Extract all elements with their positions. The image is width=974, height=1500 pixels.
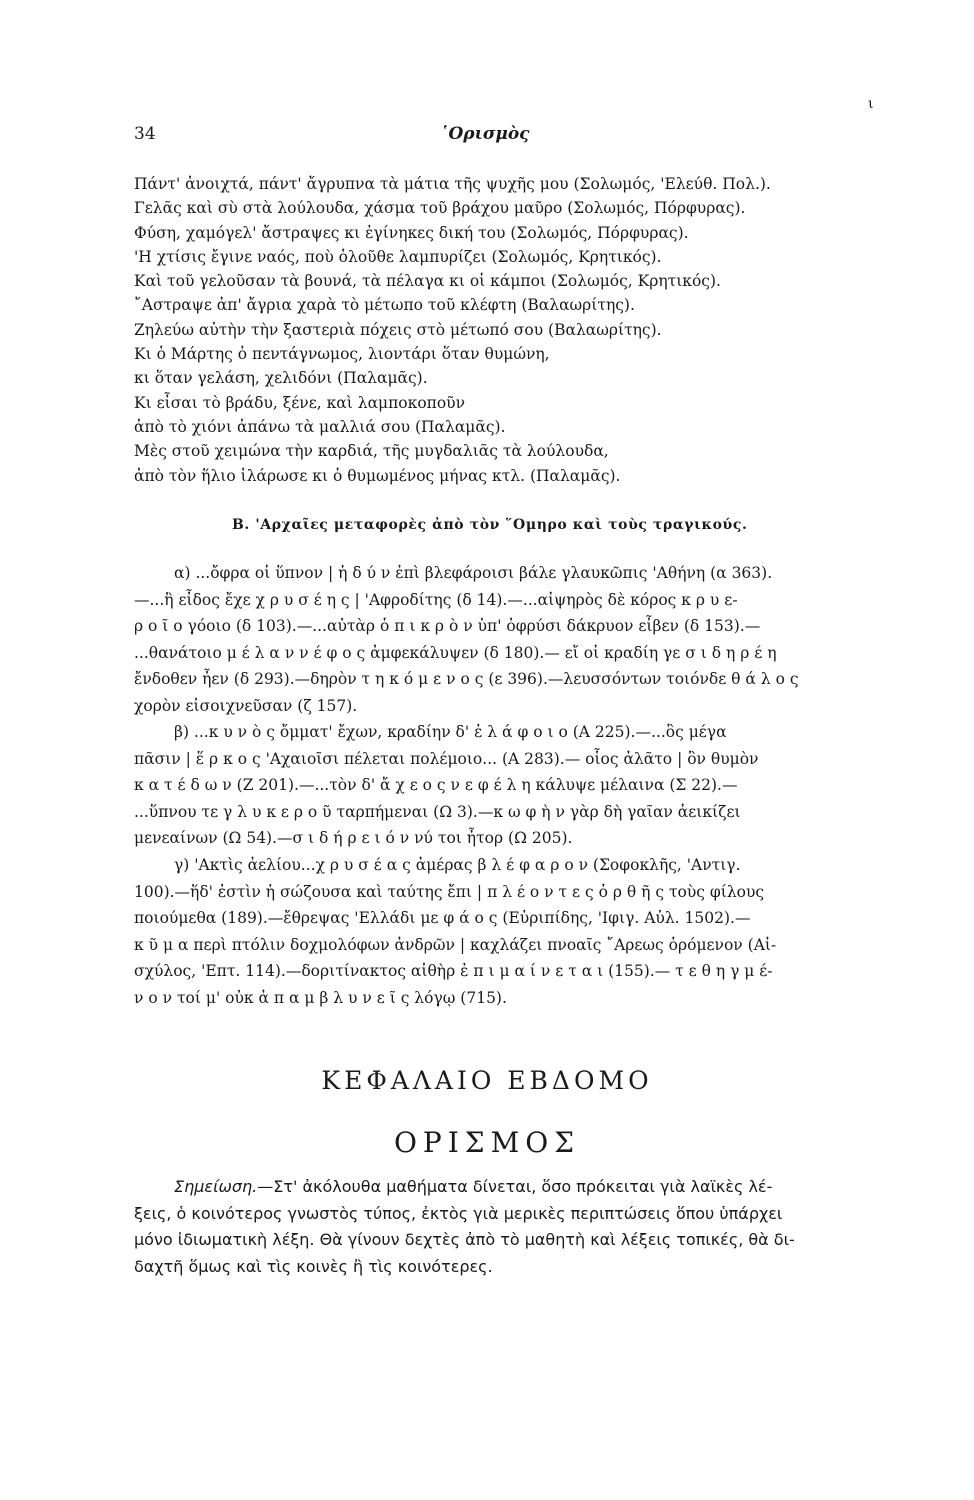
note-line: δαχτῆ ὅμως καὶ τὶς κοινὲς ἢ τὶς κοινότερες. [134,1256,493,1276]
example-line: κ α τ έ δ ω ν (Ζ 201).—...τὸν δ' ἄ χ ε ο ς ν ε φ έ λ η κάλυψε μέλαινα (Σ 22).— [134,776,738,794]
example-line: χορὸν εἰσοιχνεῦσαν (ζ 157). [134,696,358,715]
example-line: α) ...ὄφρα οἱ ὕπνον | ἡ δ ύ ν ἐπὶ βλεφάροισι βάλε γλαυκῶπις 'Αθήνη (α 363). [174,564,773,582]
note-line: ξεις, ὁ κοινότερος γνωστὸς τύπος, ἐκτὸς γιὰ μερικὲς περιπτώσεις ὅπου ὑπάρχει [134,1203,783,1223]
example-line: ν ο ν τοί μ' οὐκ ἀ π α μ β λ υ ν ε ῖ ς λόγῳ (715). [134,988,507,1007]
quote-line: Φύση, χαμόγελ' ἄστραψες κι ἐγίνηκες δική του (Σολωμός, Πόρφυρας). [134,223,689,242]
example-line: ρ ο ῖ ο γόοιο (δ 103).—...αὐτὰρ ὁ π ι κ ρ ὸ ν ὑπ' ὀφρύσι δάκρυον εἶβεν (δ 153).— [134,617,761,635]
quote-line: Ζηλεύω αὐτὴν τὴν ξαστεριὰ πόχεις στὸ μέτωπό σου (Βαλαωρίτης). [134,320,662,339]
quote-line: Κι εἶσαι τὸ βράδυ, ξένε, καὶ λαμποκοποῦν [134,393,466,412]
note-line: μόνο ἰδιωματικὴ λέξη. Θὰ γίνουν δεχτὲς ἀπὸ τὸ μαθητὴ καὶ λέξεις τοπικές, θὰ δι- [134,1230,795,1249]
example-line: κ ῦ μ α περὶ πτόλιν δοχμολόφων ἀνδρῶν | καχλάζει πνοαῖς ῎Αρεως ὀρόμενον (Αἰ- [134,935,777,954]
note-label: Σημείωση. [174,1177,258,1196]
quote-line: Κι ὁ Μάρτης ὁ πεντάγνωμος, λιοντάρι ὅταν θυμώνη, [134,345,550,364]
example-line: πᾶσιν | ἕ ρ κ ο ς 'Αχαιοῖσι πέλεται πολέμοιο... (Α 283).— οἷος ἀλᾶτο | ὃν θυμὸν [134,749,759,768]
example-line: β) ...κ υ ν ὸ ς ὄμματ' ἔχων, κραδίην δ' ἐ λ ά φ ο ι ο (Α 225).—...ὃς μέγα [174,723,727,741]
quote-line: ῎Αστραψε ἀπ' ἄγρια χαρὰ τὸ μέτωπο τοῦ κλέφτη (Βαλαωρίτης). [134,296,635,315]
section-b-heading: Β. 'Αρχαῖες μεταφορὲς ἀπὸ τὸν ῞Ομηρο καὶ τοὺς τραγικούς. [232,517,748,533]
homer-examples [134,560,894,852]
quote-line: ἀπὸ τὸ χιόνι ἀπάνω τὰ μαλλιά σου (Παλαμᾶς). [134,417,506,436]
quote-line: 'Η χτίσις ἔγινε ναός, ποὺ ὁλοῦθε λαμπυρίζει (Σολωμός, Κρητικός). [134,247,662,266]
page-number: 34 [134,124,156,144]
note-paragraph [134,1174,894,1280]
example-line: 100).—ἥδ' ἐστὶν ἡ σώζουσα καὶ ταύτης ἔπι | π λ έ ο ν τ ε ς ὀ ρ θ ῆ ς τοὺς φίλους [134,882,765,901]
example-line: ποιούμεθα (189).—ἔθρεψας 'Ελλάδι με φ ά ο ς (Εὐριπίδης, 'Ιφιγ. Αὐλ. 1502).— [134,909,751,927]
tragic-examples [134,852,894,1011]
quote-line: κι ὅταν γελάση, χελιδόνι (Παλαμᾶς). [134,369,428,388]
example-line: γ) 'Ακτὶς ἀελίου...χ ρ υ σ έ α ς ἁμέρας β λ έ φ α ρ ο ν (Σοφοκλῆς, 'Αντιγ. [174,856,741,874]
example-line: σχύλος, 'Επτ. 114).—δοριτίνακτος αἰθὴρ ἐ π ι μ α ί ν ε τ α ι (155).— τ ε θ η γ μ έ- [134,962,773,980]
margin-mark: ι [868,96,874,112]
note-line: —Στ' ἀκόλουθα μαθήματα δίνεται, ὅσο πρόκειται γιὰ λαϊκὲς λέ- [257,1177,773,1196]
modern-quotes [134,172,894,488]
example-line: μενεαίνων (Ω 54).—σ ι δ ή ρ ε ι ό ν νύ τοι ἦτορ (Ω 205). [134,829,573,847]
chapter-title: ΟΡΙΣΜΟΣ [393,1126,581,1159]
quote-line: ἀπὸ τὸν ἥλιο ἱλάρωσε κι ὁ θυμωμένος μήνας κτλ. (Παλαμᾶς). [134,466,621,485]
example-line: —...ἣ εἶδος ἔχε χ ρ υ σ έ η ς | 'Αφροδίτης (δ 14).—...αἰψηρὸς δὲ κόρος κ ρ υ ε- [134,590,738,609]
chapter-heading: ΚΕΦΑΛΑΙΟ ΕΒΔΟΜΟ [321,1066,653,1095]
example-line: ...θανάτοιο μ έ λ α ν ν έ φ ο ς ἀμφεκάλυψεν (δ 180).— εἴ οἱ κραδίη γε σ ι δ η ρ έ η [134,643,777,662]
quote-line: Πάντ' ἀνοιχτά, πάντ' ἄγρυπνα τὰ μάτια τῆς ψυχῆς μου (Σολωμός, 'Ελεύθ. Πολ.). [134,175,771,193]
quote-line: Μὲς στοῦ χειμώνα τὴν καρδιά, τῆς μυγδαλιᾶς τὰ λούλουδα, [134,442,609,461]
quote-line: Γελᾶς καὶ σὺ στὰ λούλουδα, χάσμα τοῦ βράχου μαῦρο (Σολωμός, Πόρφυρας). [134,199,746,218]
running-title: ῾Ορισμὸς [440,124,530,144]
quote-line: Καὶ τοῦ γελοῦσαν τὰ βουνά, τὰ πέλαγα κι οἱ κάμποι (Σολωμός, Κρητικός). [134,272,721,291]
note-first-line [134,1174,894,1201]
example-line: ἔνδοθεν ἦεν (δ 293).—δηρὸν τ η κ ό μ ε ν ο ς (ε 396).—λευσσόντων τοιόνδε θ ά λ ο ς [134,670,799,688]
example-line: ...ὕπνου τε γ λ υ κ ε ρ ο ῦ ταρπήμεναι (Ω 3).—κ ω φ ὴ ν γὰρ δὴ γαῖαν ἀεικίζει [134,802,741,821]
